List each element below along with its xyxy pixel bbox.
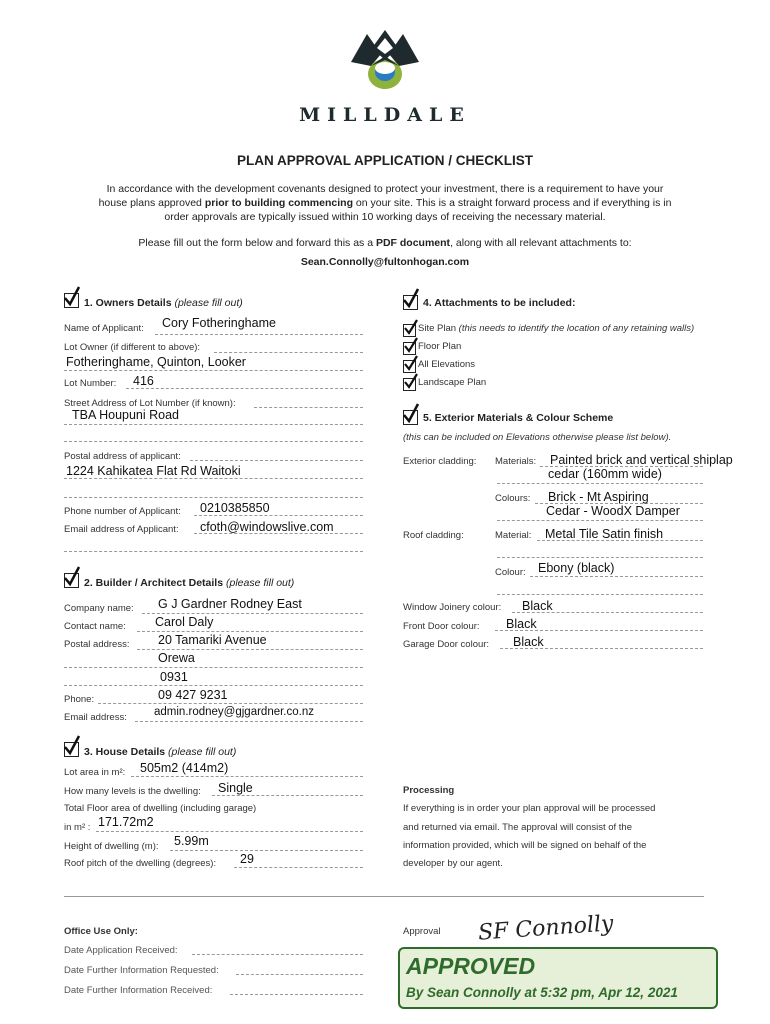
colours-value-1[interactable]: Brick - Mt Aspiring [548, 490, 649, 504]
builder-postal-line-2 [64, 667, 363, 668]
site-plan-hint: (this needs to identify the location of any retaining walls) [458, 323, 695, 334]
builder-postal-line-3 [64, 685, 363, 686]
instructions-a: Please fill out the form below and forward this as a [138, 237, 376, 249]
lot-owner-line [214, 352, 363, 353]
site-plan-label [418, 323, 694, 334]
builder-postal-value-1[interactable]: 20 Tamariki Avenue [158, 633, 267, 647]
pitch-label: Roof pitch of the dwelling (degrees): [64, 858, 217, 869]
builder-phone-label: Phone: [64, 694, 95, 705]
check-icon [63, 734, 81, 756]
height-label: Height of dwelling (m): [64, 841, 159, 852]
levels-line [212, 795, 363, 796]
builder-checkbox[interactable] [64, 573, 79, 588]
owner-phone-value[interactable]: 0210385850 [200, 501, 270, 515]
builder-phone-value[interactable]: 09 427 9231 [158, 688, 228, 702]
builder-email-line [135, 721, 363, 722]
elevations-label: All Elevations [418, 359, 476, 370]
instructions-email[interactable]: Sean.Connolly@fultonhogan.com [300, 256, 470, 268]
date-requested-line [236, 974, 363, 975]
date-requested-label: Date Further Information Requested: [64, 965, 219, 976]
check-icon [403, 372, 419, 390]
builder-title: 2. Builder / Architect Details [84, 577, 224, 589]
builder-hint: (please fill out) [226, 577, 295, 589]
front-door-value[interactable]: Black [506, 617, 537, 631]
intro-line-2a: house plans approved [98, 197, 205, 209]
approved-stamp [398, 947, 718, 1009]
materials-value-1[interactable]: Painted brick and vertical shiplap [550, 453, 733, 467]
garage-label: Garage Door colour: [403, 639, 490, 650]
contact-line [137, 631, 363, 632]
company-line [142, 613, 363, 614]
floor-area-value[interactable]: 171.72m2 [98, 815, 154, 829]
roof-colour-value[interactable]: Ebony (black) [538, 561, 615, 575]
lot-owner-label: Lot Owner (if different to above): [64, 342, 201, 353]
levels-value[interactable]: Single [218, 781, 253, 795]
lot-number-label: Lot Number: [64, 378, 117, 389]
postal-line-3 [64, 497, 363, 498]
garage-value[interactable]: Black [513, 635, 544, 649]
lot-area-line [131, 776, 363, 777]
floor-plan-label: Floor Plan [418, 341, 462, 352]
builder-email-label: Email address: [64, 712, 127, 723]
owners-hint: (please fill out) [174, 297, 243, 309]
floor-area-unit: in m² : [64, 822, 91, 833]
lot-area-label: Lot area in m²: [64, 767, 126, 778]
logo-wordmark: MILLDALE [299, 104, 471, 126]
check-icon [403, 318, 419, 336]
intro-line-2 [40, 197, 730, 209]
check-icon [63, 565, 81, 587]
check-icon [402, 287, 420, 309]
check-icon [63, 285, 81, 307]
milldale-logo [345, 26, 425, 92]
exterior-hint: (this can be included on Elevations otherwise please list below). [403, 432, 672, 443]
builder-postal-label: Postal address: [64, 639, 130, 650]
owner-phone-line [194, 515, 363, 516]
roof-material-line-2 [497, 557, 703, 558]
processing-line-4: developer by our agent. [403, 858, 503, 869]
date-received-label: Date Application Received: [64, 945, 178, 956]
postal-line [190, 460, 363, 461]
builder-postal-line [137, 649, 363, 650]
site-plan-text: Site Plan [418, 323, 457, 334]
builder-email-value[interactable]: admin.rodney@gjgardner.co.nz [154, 706, 314, 718]
owner-email-value[interactable]: cfoth@windowslive.com [200, 520, 334, 534]
house-section-title [84, 746, 236, 758]
company-label: Company name: [64, 603, 134, 614]
cladding-label: Exterior cladding: [403, 456, 477, 467]
milldale-logo-icon [345, 26, 425, 92]
street-value[interactable]: TBA Houpuni Road [72, 408, 180, 422]
contact-value[interactable]: Carol Daly [155, 615, 214, 629]
house-hint: (please fill out) [168, 746, 237, 758]
approved-stamp-title: APPROVED [406, 953, 536, 979]
colours-value-2[interactable]: Cedar - WoodX Damper [546, 504, 680, 518]
postal-value[interactable]: 1224 Kahikatea Flat Rd Waitoki [66, 464, 241, 478]
floor-area-line [96, 831, 363, 832]
processing-title: Processing [403, 785, 455, 796]
approved-stamp-by: By Sean Connolly at 5:32 pm, Apr 12, 2021 [406, 985, 678, 1000]
owner-phone-label: Phone number of Applicant: [64, 506, 181, 517]
builder-postal-value-3[interactable]: 0931 [160, 670, 188, 684]
builder-section-title [84, 577, 294, 589]
date-info-received-label: Date Further Information Received: [64, 985, 213, 996]
section-divider [64, 896, 704, 897]
levels-label: How many levels is the dwelling: [64, 786, 201, 797]
contact-label: Contact name: [64, 621, 126, 632]
roof-material-label: Material: [495, 530, 532, 541]
owner-email-line-2 [64, 551, 363, 552]
landscape-checkbox[interactable] [403, 378, 416, 391]
intro-line-2b: prior to building commencing [204, 197, 353, 209]
processing-line-3: information provided, which will be signed on behalf of the [403, 840, 647, 851]
applicant-label: Name of Applicant: [64, 323, 144, 334]
landscape-label: Landscape Plan [418, 377, 487, 388]
lot-owner-value[interactable]: Fotheringhame, Quinton, Looker [66, 355, 246, 369]
pitch-line [234, 867, 363, 868]
street-line-3 [64, 441, 363, 442]
street-line [254, 407, 363, 408]
materials-label: Materials: [495, 456, 537, 467]
floor-area-label: Total Floor area of dwelling (including garage) [64, 803, 257, 814]
attachments-title: 4. Attachments to be included: [423, 297, 576, 309]
front-door-label: Front Door colour: [403, 621, 480, 632]
colours-label: Colours: [495, 493, 531, 504]
date-received-line [192, 954, 363, 955]
owner-email-label: Email address of Applicant: [64, 524, 179, 535]
street-line-2 [64, 424, 363, 425]
house-title: 3. House Details [84, 746, 166, 758]
check-icon [403, 336, 419, 354]
approval-signature: SF Connolly [477, 911, 615, 946]
approval-label: Approval [403, 926, 441, 937]
height-value[interactable]: 5.99m [174, 834, 209, 848]
processing-line-1: If everything is in order your plan approval will be processed [403, 803, 656, 814]
lot-area-value[interactable]: 505m2 (414m2) [140, 761, 229, 775]
processing-line-2: and returned via email. The approval will consist of the [403, 822, 633, 833]
materials-value-2[interactable]: cedar (160mm wide) [548, 467, 662, 481]
company-value[interactable]: G J Gardner Rodney East [158, 597, 302, 611]
owners-title: 1. Owners Details [84, 297, 172, 309]
applicant-line [155, 334, 363, 335]
attachments-checkbox[interactable] [403, 295, 418, 310]
joinery-value[interactable]: Black [522, 599, 553, 613]
roof-material-value[interactable]: Metal Tile Satin finish [545, 527, 664, 541]
date-info-received-line [230, 994, 363, 995]
roof-colour-label: Colour: [495, 567, 526, 578]
builder-phone-line [98, 703, 363, 704]
owners-section-title [84, 297, 243, 309]
instructions [40, 237, 730, 249]
intro-line-3: order approvals are typically issued within 10 working days of receiving the necessary material. [164, 211, 606, 223]
check-icon [403, 354, 419, 372]
exterior-checkbox[interactable] [403, 410, 418, 425]
intro-line-1: In accordance with the development covenants designed to protect your investment, there is a requirement to have your [106, 183, 664, 195]
lot-number-value[interactable]: 416 [133, 374, 154, 388]
postal-line-2 [64, 478, 363, 479]
office-title: Office Use Only: [64, 926, 138, 937]
materials-line-2 [497, 483, 703, 484]
roof-cladding-label: Roof cladding: [403, 530, 464, 541]
height-line [170, 850, 363, 851]
exterior-title: 5. Exterior Materials & Colour Scheme [423, 412, 614, 424]
owners-checkbox[interactable] [64, 293, 79, 308]
joinery-label: Window Joinery colour: [403, 602, 502, 613]
builder-postal-value-2[interactable]: Orewa [158, 651, 195, 665]
check-icon [402, 402, 420, 424]
house-checkbox[interactable] [64, 742, 79, 757]
roof-colour-line [530, 576, 703, 577]
colours-line-2 [497, 520, 703, 521]
applicant-value[interactable]: Cory Fotheringhame [162, 316, 276, 330]
pitch-value[interactable]: 29 [240, 852, 254, 866]
street-label: Street Address of Lot Number (if known): [64, 398, 236, 409]
postal-label: Postal address of applicant: [64, 451, 181, 462]
instructions-c: , along with all relevant attachments to: [450, 237, 632, 249]
intro-line-2c: on your site. This is a straight forward process and if everything is in [352, 197, 672, 209]
instructions-b: PDF document [375, 237, 451, 249]
page-title: PLAN APPROVAL APPLICATION / CHECKLIST [236, 153, 533, 168]
lot-number-line [126, 388, 363, 389]
lot-owner-line-2 [64, 370, 363, 371]
roof-colour-line-2 [497, 594, 703, 595]
